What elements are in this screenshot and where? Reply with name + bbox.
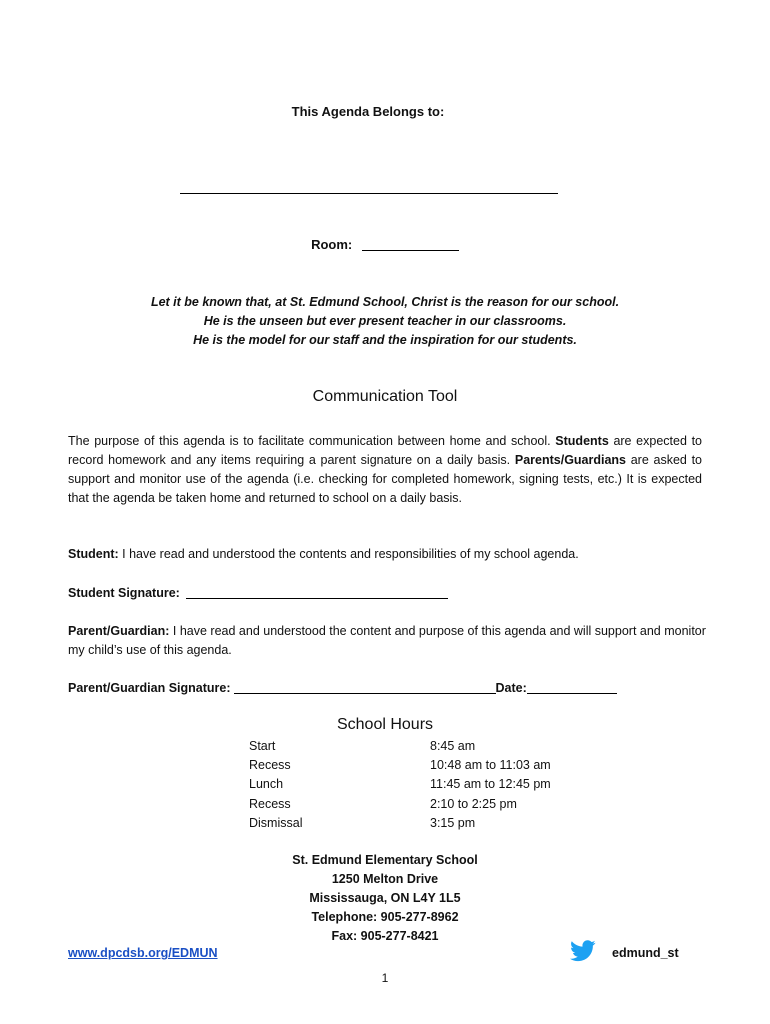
telephone: Telephone: 905-277-8962 <box>311 910 459 924</box>
parent-ack-text: I have read and understood the content and purpose of this agenda and will support and monitor my child’s use of this agenda. <box>68 624 706 657</box>
student-ack-text: I have read and understood the contents and responsibilities of my school agenda. <box>118 547 579 561</box>
paragraph-text: are expected to record homework and any items requiring a parent signature on a daily basis. <box>68 434 702 467</box>
parent-signature-label: Parent/Guardian Signature: <box>68 681 231 695</box>
hours-time: 3:15 pm <box>430 815 476 830</box>
school-address <box>0 851 770 946</box>
hours-row <box>249 737 551 756</box>
hours-time: 11:45 am to 12:45 pm <box>430 777 551 792</box>
street-address: 1250 Melton Drive <box>331 872 439 886</box>
hours-row <box>249 775 551 794</box>
room-label: Room: <box>311 237 353 252</box>
hours-row <box>249 756 551 775</box>
parent-signature-line <box>234 693 496 694</box>
motto-line: He is the model for our staff and the inspiration for our students. <box>193 333 577 347</box>
hours-time: 8:45 am <box>430 739 476 753</box>
twitter-bird-icon <box>570 940 596 962</box>
hours-label: Dismissal <box>249 815 303 830</box>
student-signature-label: Student Signature: <box>68 586 180 600</box>
hours-row <box>249 814 551 833</box>
paragraph-text: are asked to support and monitor use of the agenda (i.e. checking for completed homework, signing tests, etc.) It is expected that the agenda be taken home and returned to school on a daily basis. <box>68 453 702 505</box>
room-row <box>0 237 770 252</box>
school-motto <box>0 293 770 350</box>
school-website-link[interactable]: www.dpcdsb.org/EDMUN <box>68 946 218 960</box>
student-signature-line <box>186 598 448 599</box>
hours-time: 10:48 am to 11:03 am <box>430 758 551 773</box>
hours-label: Recess <box>249 758 291 773</box>
communication-paragraph <box>68 432 702 508</box>
school-hours-heading: School Hours <box>336 716 434 733</box>
communication-tool-heading: Communication Tool <box>312 388 458 405</box>
page-number: 1 <box>381 971 389 985</box>
student-label: Student: <box>68 547 119 561</box>
hours-label: Recess <box>249 796 291 811</box>
hours-label: Start <box>249 739 276 753</box>
motto-line: He is the unseen but ever present teacher in our classrooms. <box>203 314 567 328</box>
date-label: Date: <box>495 681 527 695</box>
agenda-owner-label: This Agenda Belongs to: <box>291 104 445 119</box>
twitter-handle: edmund_st <box>612 946 679 960</box>
school-name: St. Edmund Elementary School <box>292 853 478 867</box>
parent-label: Parent/Guardian: <box>68 624 170 638</box>
owner-name-line <box>180 193 558 194</box>
parents-emphasis: Parents/Guardians <box>514 453 627 467</box>
room-line <box>362 250 459 251</box>
school-hours-table <box>249 737 551 833</box>
paragraph-text: The purpose of this agenda is to facilitate communication between home and school. <box>68 434 556 448</box>
student-acknowledgement <box>68 545 718 564</box>
parent-signature-row <box>68 679 718 698</box>
motto-line: Let it be known that, at St. Edmund School, Christ is the reason for our school. <box>150 295 620 309</box>
city-postal: Mississauga, ON L4Y 1L5 <box>309 891 461 905</box>
hours-row <box>249 795 551 814</box>
hours-time: 2:10 to 2:25 pm <box>430 796 517 811</box>
hours-label: Lunch <box>249 777 284 792</box>
fax: Fax: 905-277-8421 <box>331 929 439 943</box>
parent-acknowledgement <box>68 622 708 660</box>
students-emphasis: Students <box>555 434 609 448</box>
date-line <box>527 693 617 694</box>
student-signature-row <box>68 584 718 603</box>
